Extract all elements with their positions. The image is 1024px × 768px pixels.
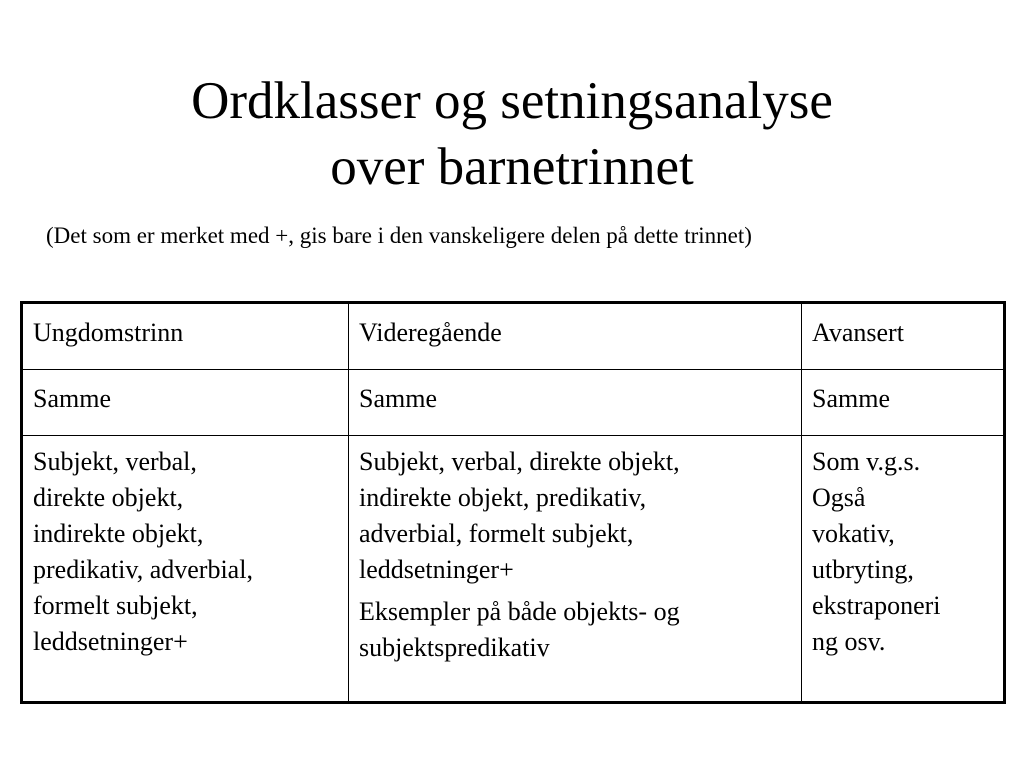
cell-line: ekstraponeri (812, 591, 941, 620)
cell-line: formelt subjekt, (33, 591, 198, 620)
title-line-2: over barnetrinnet (330, 138, 694, 196)
cell-line: Som v.g.s. (812, 447, 921, 476)
cell-paragraph (359, 444, 791, 588)
subtitle-note: (Det som er merket med +, gis bare i den vanskeligere delen på dette trinnet) (46, 223, 752, 248)
table-row (22, 370, 1005, 436)
title-line-1: Ordklasser og setningsanalyse (191, 72, 833, 130)
table-cell: Samme (802, 370, 1005, 436)
cell-line: predikativ, adverbial, (33, 555, 253, 584)
cell-line: leddsetninger+ (33, 627, 188, 656)
table-row (22, 436, 1005, 703)
cell-line: utbryting, (812, 555, 914, 584)
cell-line: Subjekt, verbal, direkte objekt, (359, 447, 680, 476)
analysis-table (20, 301, 1006, 704)
cell-line: Eksempler på både objekts- og (359, 597, 680, 626)
header-cell-avansert: Avansert (802, 303, 1005, 370)
cell-line: leddsetninger+ (359, 555, 514, 584)
table-cell-ungdomstrinn-detail (22, 436, 349, 703)
cell-line: subjektspredikativ (359, 633, 550, 662)
header-cell-videregaende: Videregående (349, 303, 802, 370)
cell-line: indirekte objekt, predikativ, (359, 483, 647, 512)
table-cell-videregaende-detail (349, 436, 802, 703)
table-cell: Samme (22, 370, 349, 436)
cell-line: direkte objekt, (33, 483, 184, 512)
table-cell: Samme (349, 370, 802, 436)
cell-line: indirekte objekt, (33, 519, 204, 548)
table-header-row (22, 303, 1005, 370)
cell-line: adverbial, formelt subjekt, (359, 519, 634, 548)
cell-paragraph (359, 594, 791, 666)
cell-line: vokativ, (812, 519, 895, 548)
cell-line: Subjekt, verbal, (33, 447, 197, 476)
slide-title (0, 68, 1024, 200)
table-cell-avansert-detail (802, 436, 1005, 703)
cell-line: Også (812, 483, 866, 512)
header-cell-ungdomstrinn: Ungdomstrinn (22, 303, 349, 370)
cell-line: ng osv. (812, 627, 886, 656)
